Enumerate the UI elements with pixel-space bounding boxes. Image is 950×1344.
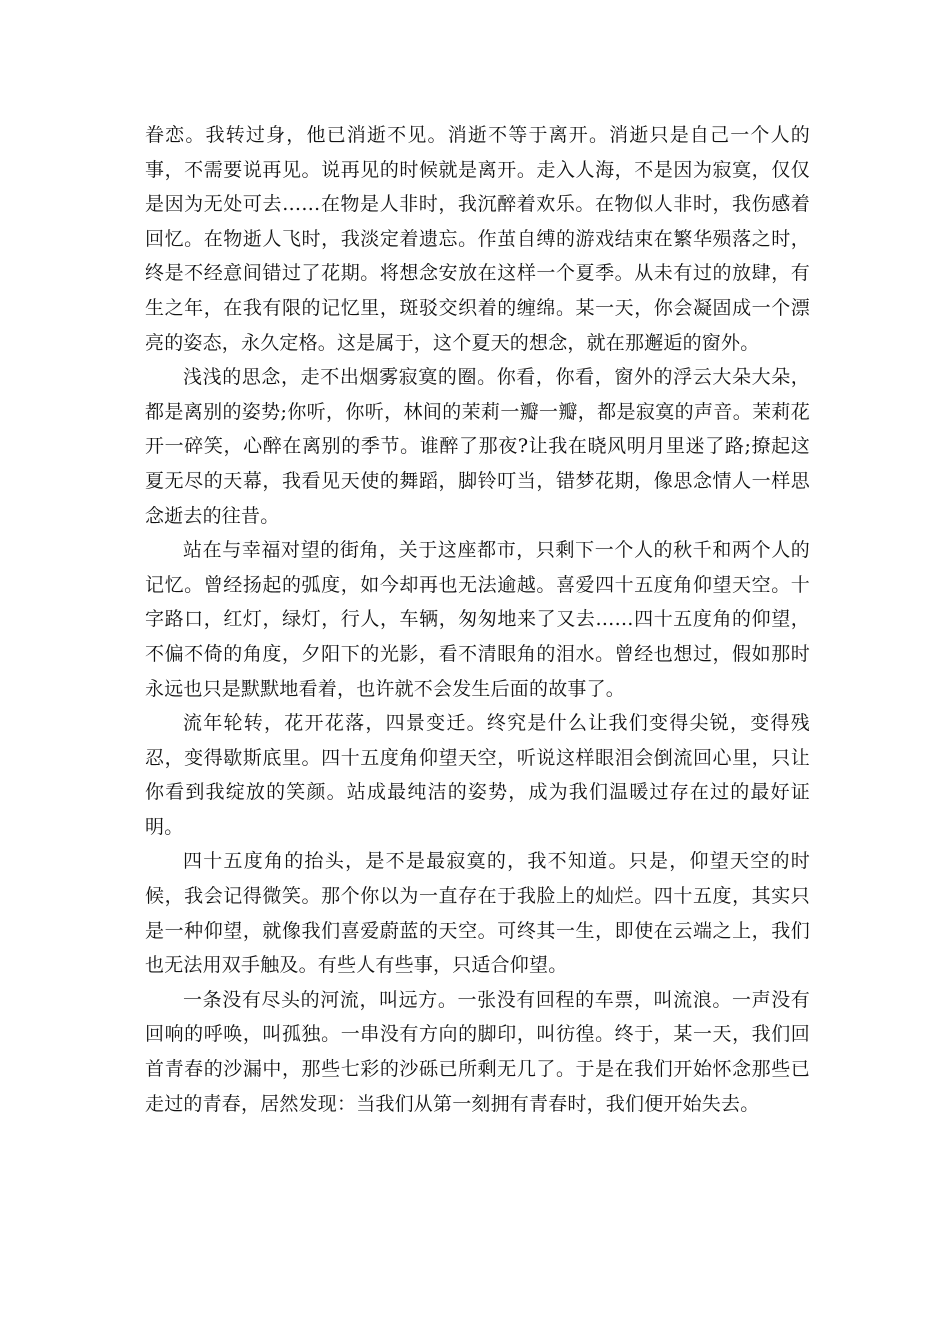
paragraph-2: 浅浅的思念，走不出烟雾寂寞的圈。你看，你看，窗外的浮云大朵大朵，都是离别的姿势;你听，你听，林间的茉莉一瓣一瓣，都是寂寞的声音。茉莉花开一碎笑，心醉在离别的季节。谁醉了那夜?让我在晓风明月里迷了路;撩起这夏无尽的天幕，我看见天使的舞蹈，脚铃叮当，错梦花期，像思念情人一样思念逝去的往昔。 bbox=[145, 366, 810, 527]
paragraph-5: 四十五度角的抬头，是不是最寂寞的，我不知道。只是，仰望天空的时候，我会记得微笑。那个你以为一直存在于我脸上的灿烂。四十五度，其实只是一种仰望，就像我们喜爱蔚蓝的天空。可终其一生，即使在云端之上，我们也无法用双手触及。有些人有些事，只适合仰望。 bbox=[145, 850, 810, 977]
paragraph-4: 流年轮转，花开花落，四景变迁。终究是什么让我们变得尖锐，变得残忍，变得歇斯底里。四十五度角仰望天空，听说这样眼泪会倒流回心里，只让你看到我绽放的笑颜。站成最纯洁的姿势，成为我们温暖过存在过的最好证明。 bbox=[145, 712, 810, 838]
paragraph-6: 一条没有尽头的河流，叫远方。一张没有回程的车票，叫流浪。一声没有回响的呼唤，叫孤独。一串没有方向的脚印，叫彷徨。终于，某一天，我们回首青春的沙漏中，那些七彩的沙砾已所剩无几了。于是在我们开始怀念那些已走过的青春，居然发现：当我们从第一刻拥有青春时，我们便开始失去。 bbox=[145, 988, 810, 1115]
paragraph-3: 站在与幸福对望的街角，关于这座都市，只剩下一个人的秋千和两个人的记忆。曾经扬起的弧度，如今却再也无法逾越。喜爱四十五度角仰望天空。十字路口，红灯，绿灯，行人，车辆，匆匆地来了又去……四十五度角的仰望，不偏不倚的角度，夕阳下的光影，看不清眼角的泪水。曾经也想过，假如那时永远也只是默默地看着，也许就不会发生后面的故事了。 bbox=[145, 539, 810, 700]
paragraph-1: 眷恋。我转过身，他已消逝不见。消逝不等于离开。消逝只是自己一个人的事，不需要说再见。说再见的时候就是离开。走入人海，不是因为寂寞，仅仅是因为无处可去……在物是人非时，我沉醉着欢乐。在物似人非时，我伤感着回忆。在物逝人飞时，我淡定着遗忘。作茧自缚的游戏结束在繁华殒落之时，终是不经意间错过了花期。将想念安放在这样一个夏季。从未有过的放肆，有生之年，在我有限的记忆里，斑驳交织着的缠绵。某一天，你会凝固成一个漂亮的姿态，永久定格。这是属于，这个夏天的想念，就在那邂逅的窗外。 bbox=[145, 124, 810, 354]
document-body bbox=[145, 118, 810, 1121]
